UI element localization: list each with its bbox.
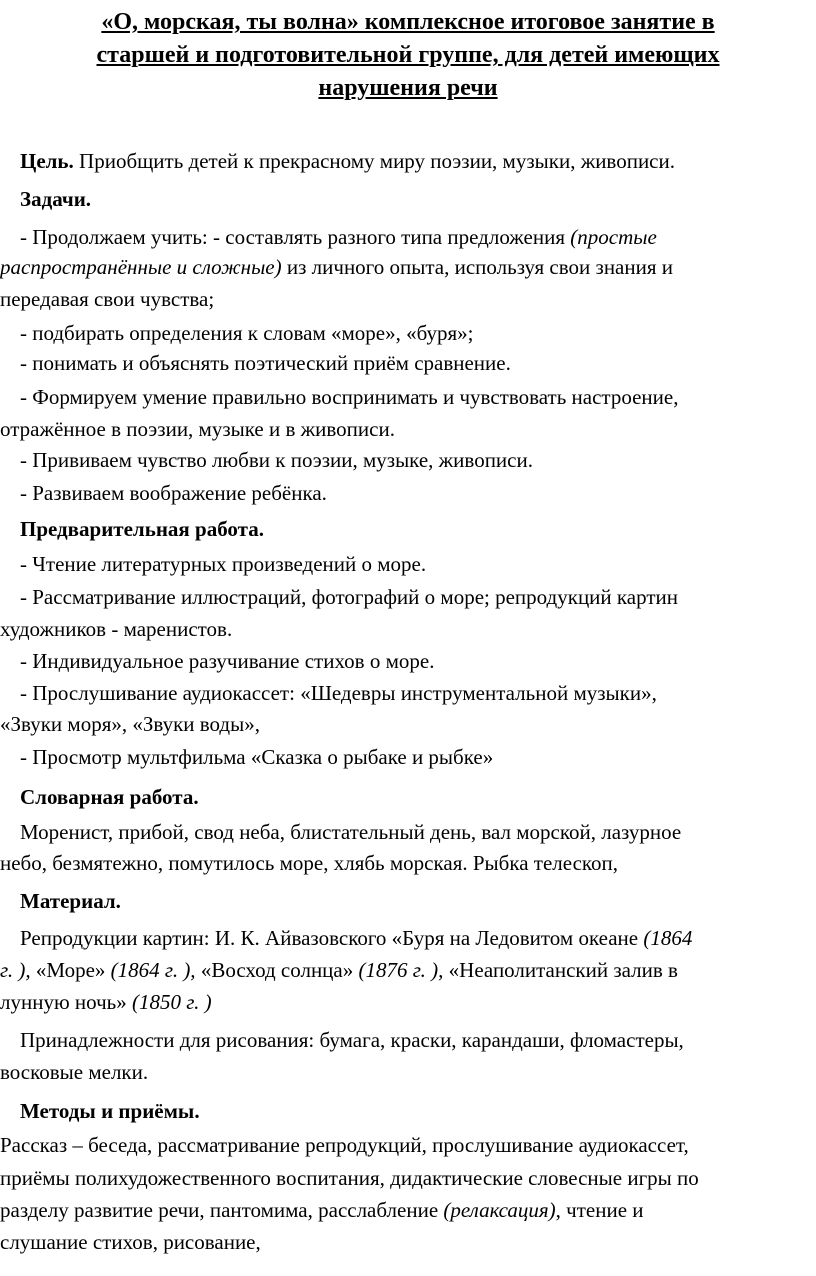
task-line: - Формируем умение правильно воспринимать и чувствовать настроение, — [20, 385, 679, 409]
prep-line: - Индивидуальное разучивание стихов о море. — [20, 649, 435, 673]
task-text: из личного опыта, используя свои знания и — [281, 255, 673, 279]
material-text: Репродукции картин: И. К. Айвазовского «Буря на Ледовитом океане — [20, 926, 644, 950]
material-line — [0, 955, 816, 985]
methods-line — [0, 1195, 816, 1225]
prep-heading-text: Предварительная работа. — [20, 517, 264, 541]
task-line — [0, 252, 816, 282]
material-italic: (1850 г. ) — [131, 990, 212, 1014]
goal-text: Приобщить детей к прекрасному миру поэзии, музыки, живописи. — [73, 149, 675, 173]
goal-label: Цель. — [20, 149, 74, 173]
title-line: старшей и подготовительной группе, для детей имеющих — [96, 42, 720, 68]
material-heading — [0, 886, 816, 916]
methods-line: приёмы полихудожественного воспитания, дидактические словесные игры по — [0, 1166, 699, 1190]
prep-line: - Просмотр мультфильма «Сказка о рыбаке и рыбке» — [20, 745, 494, 769]
methods-text: разделу развитие речи, пантомима, расслабление — [0, 1198, 444, 1222]
material-italic: г. ), — [0, 958, 31, 982]
vocab-line: небо, безмятежно, помутилось море, хлябь морская. Рыбка телескоп, — [0, 851, 619, 875]
methods-italic: (релаксация) — [443, 1198, 556, 1222]
tasks-heading — [0, 184, 816, 214]
task-italic: распространённые и сложные) — [0, 255, 282, 279]
material-italic: (1864 г. ), — [110, 958, 196, 982]
task-line: - подбирать определения к словам «море», «буря»; — [20, 321, 474, 345]
prep-line: «Звуки моря», «Звуки воды», — [0, 712, 260, 736]
prep-line: - Прослушивание аудиокассет: «Шедевры инструментальной музыки», — [20, 681, 657, 705]
methods-text: , чтение и — [555, 1198, 644, 1222]
document-title — [0, 6, 816, 105]
vocab-heading-text: Словарная работа. — [20, 785, 199, 809]
prep-line: - Чтение литературных произведений о море. — [20, 552, 427, 576]
methods-line: слушание стихов, рисование, — [0, 1230, 261, 1254]
tasks-heading-text: Задачи. — [20, 187, 92, 211]
material-text: лунную ночь» — [0, 990, 132, 1014]
task-italic: (простые — [570, 225, 657, 249]
task-line: - Развиваем воображение ребёнка. — [20, 481, 327, 505]
task-line: передавая свои чувства; — [0, 287, 215, 311]
task-line: отражённое в поэзии, музыке и в живописи. — [0, 417, 395, 441]
methods-heading-text: Методы и приёмы. — [20, 1099, 200, 1123]
material-line: восковые мелки. — [0, 1060, 149, 1084]
methods-line: Рассказ – беседа, рассматривание репродукций, прослушивание аудиокассет, — [0, 1133, 689, 1157]
prep-heading — [0, 514, 816, 544]
title-line: нарушения речи — [318, 75, 498, 101]
material-line — [0, 923, 816, 953]
material-heading-text: Материал. — [20, 889, 121, 913]
title-line: «О, морская, ты волна» комплексное итоговое занятие в — [101, 9, 715, 35]
goal-paragraph — [0, 146, 816, 176]
material-italic: (1876 г. ), — [358, 958, 444, 982]
methods-heading — [0, 1096, 816, 1126]
task-text: - Продолжаем учить: - составлять разного типа предложения — [20, 225, 571, 249]
task-line — [0, 222, 816, 252]
material-line: Принадлежности для рисования: бумага, краски, карандаши, фломастеры, — [20, 1028, 684, 1052]
material-line — [0, 987, 816, 1017]
material-text: «Восход солнца» — [195, 958, 359, 982]
prep-line: художников - маренистов. — [0, 617, 233, 641]
material-text: «Неаполитанский залив в — [443, 958, 678, 982]
vocab-heading — [0, 782, 816, 812]
task-line: - Прививаем чувство любви к поэзии, музыке, живописи. — [20, 448, 533, 472]
task-line: - понимать и объяснять поэтический приём сравнение. — [20, 351, 511, 375]
material-italic: (1864 — [643, 926, 693, 950]
material-text: «Море» — [30, 958, 111, 982]
prep-line: - Рассматривание иллюстраций, фотографий о море; репродукций картин — [20, 585, 678, 609]
vocab-line: Моренист, прибой, свод неба, блистательный день, вал морской, лазурное — [20, 820, 682, 844]
